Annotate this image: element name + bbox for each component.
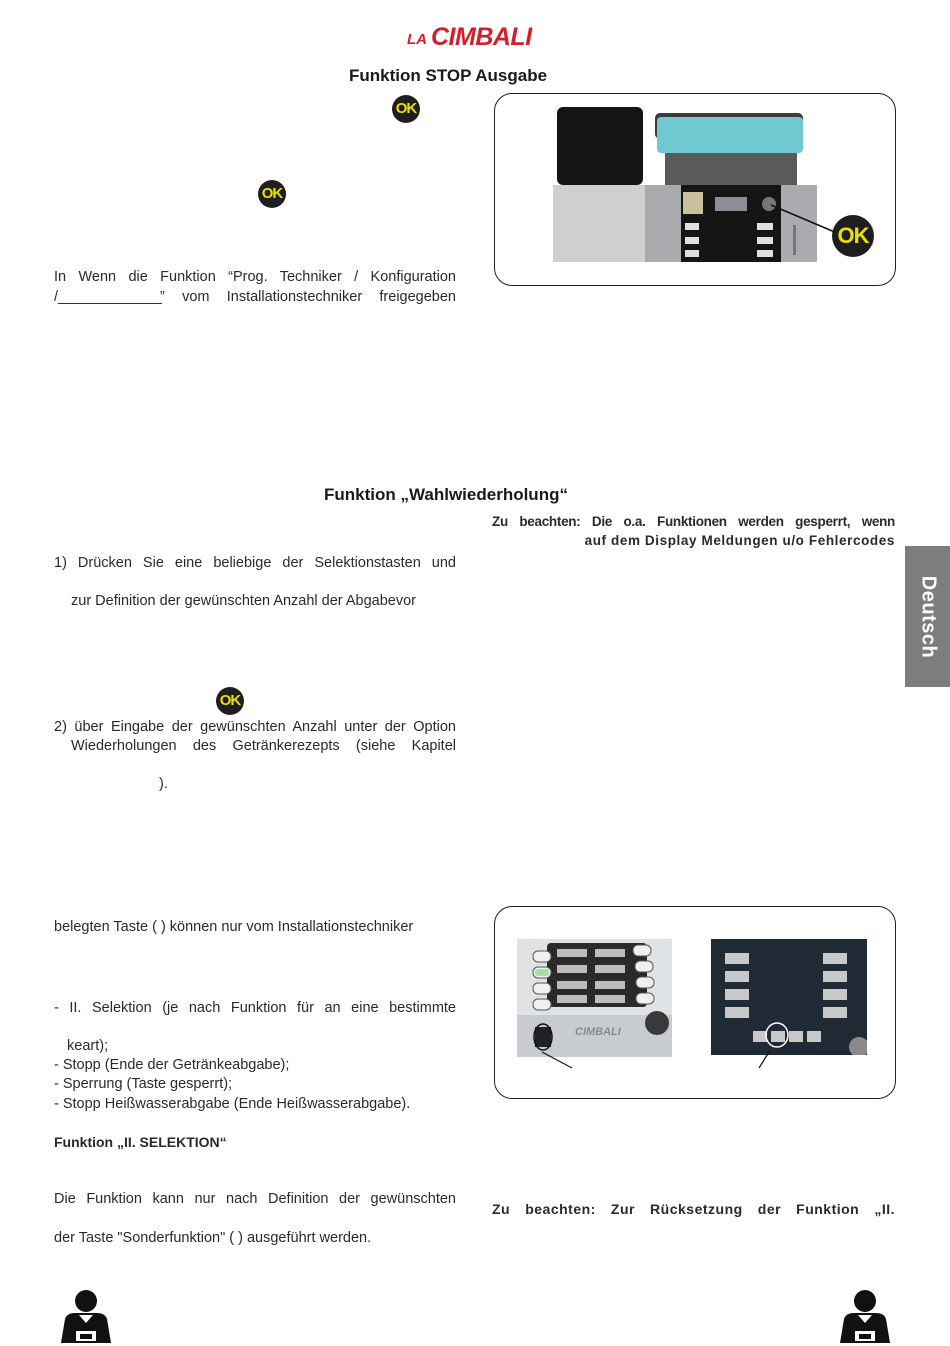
language-tab [905, 546, 950, 687]
function-list-item: - Sperrung (Taste gesperrt); [54, 1076, 233, 1092]
logo-name: CIMBALI [431, 23, 532, 51]
step2-line: 2) über Eingabe der gewünschten Anzahl unter der Option [54, 719, 456, 735]
keypad-photo-left [517, 939, 672, 1057]
note-line: Zu beachten: Die o.a. Funktionen werden gesperrt, wenn [492, 514, 895, 529]
keypad-photo-right [711, 939, 867, 1055]
technician-icon [834, 1289, 896, 1345]
step1-line: 1) Drücken Sie eine beliebige der Selektionstasten und [54, 555, 456, 571]
stop-paragraph-line [54, 288, 456, 307]
blank-field-line [64, 303, 162, 304]
function-list-item: - II. Selektion (je nach Funktion für an eine bestimmte [54, 1000, 456, 1016]
note-line: auf dem Display Meldungen u/o Fehlercodes [584, 533, 895, 548]
step2-line: ). [159, 776, 168, 792]
function-list-item: - Stopp (Ende der Getränkeabgabe); [54, 1057, 290, 1073]
function-list-item: keart); [67, 1038, 109, 1054]
stop-paragraph-rest: ” vom Installationstechniker freigegeben [160, 289, 456, 305]
section-title-stop: Funktion STOP Ausgabe [349, 66, 548, 85]
section3-line: belegten Taste ( ) können nur vom Installationstechniker [54, 919, 414, 935]
blank-field-label: /_ [54, 289, 67, 305]
function-list-item: - Stopp Heißwasserabgabe (Ende Heißwasserabgabe). [54, 1096, 411, 1112]
ok-button-icon: OK [258, 180, 286, 208]
selektion-paragraph-line: Die Funktion kann nur nach Definition der gewünschten [54, 1191, 456, 1207]
technician-icon [55, 1289, 117, 1345]
lacimbali-logo [405, 18, 545, 52]
reset-note: Zu beachten: Zur Rücksetzung der Funktion „II. [492, 1201, 895, 1217]
callout-line [540, 1050, 580, 1070]
svg-text:CIMBALI: CIMBALI [575, 1026, 621, 1038]
section-title-wahlwiederholung: Funktion „Wahlwiederholung“ [324, 485, 568, 504]
stop-paragraph-line: In Wenn die Funktion “Prog. Techniker / Konfiguration [54, 269, 456, 285]
logo-prefix: LA [407, 31, 427, 48]
language-tab-label: Deutsch [917, 575, 939, 658]
selektion-paragraph-line: der Taste "Sonderfunktion" ( ) ausgeführt werden. [54, 1230, 372, 1246]
callout-line [755, 1050, 775, 1070]
ok-callout-icon: OK [832, 215, 874, 257]
step2-line: Wiederholungen des Getränkerezepts (siehe Kapitel [71, 738, 456, 754]
ok-button-icon: OK [216, 687, 244, 715]
subsection-title-selektion: Funktion „II. SELEKTION“ [54, 1134, 227, 1150]
ok-button-icon: OK [392, 95, 420, 123]
step1-line: zur Definition der gewünschten Anzahl der Abgabevor [71, 593, 416, 609]
